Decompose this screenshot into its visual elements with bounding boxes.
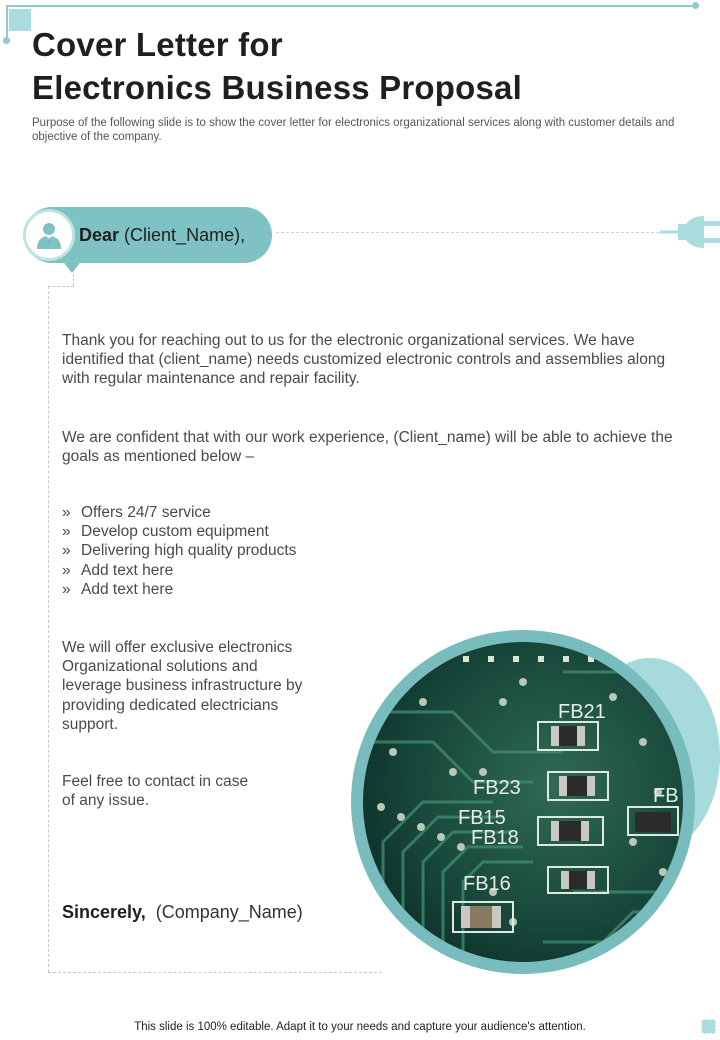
bullet-marker: » bbox=[62, 561, 71, 579]
frame-connector bbox=[73, 274, 74, 286]
sign-off: Sincerely, bbox=[62, 902, 146, 922]
goals-list bbox=[62, 503, 296, 599]
circuit-board-illustration bbox=[363, 642, 683, 962]
avatar bbox=[23, 209, 75, 261]
top-accent-line bbox=[6, 5, 696, 7]
company-name: (Company_Name) bbox=[155, 902, 303, 922]
list-item bbox=[62, 503, 296, 522]
top-accent-dot bbox=[692, 2, 699, 9]
letter-paragraph-4: Feel free to contact in case of any issue. bbox=[62, 773, 249, 810]
letter-paragraph-2: We are confident that with our work experience, (Client_name) will be able to achieve the goals as mentioned below – bbox=[62, 429, 673, 466]
silkscreen-label: FB23 bbox=[473, 777, 521, 799]
list-item bbox=[62, 541, 296, 560]
title-line-2: Electronics Business Proposal bbox=[32, 69, 522, 106]
greeting-client-name: (Client_Name), bbox=[124, 225, 246, 245]
silkscreen-label: FB15 bbox=[458, 807, 506, 829]
list-item bbox=[62, 580, 296, 599]
signature-line bbox=[62, 902, 303, 923]
bullet-marker: » bbox=[62, 580, 71, 598]
footer-square bbox=[701, 1019, 716, 1034]
greeting-pill-tail bbox=[61, 259, 83, 273]
letter-paragraph-1: Thank you for reaching out to us for the electronic organizational services. We have identified that (client_name) needs customized electronic controls and assemblies along with regular maintenance and repair facility. bbox=[62, 332, 666, 388]
left-accent-dot bbox=[3, 37, 10, 44]
list-item-text: Add text here bbox=[81, 561, 174, 579]
greeting-connector-line bbox=[276, 232, 664, 233]
frame-top bbox=[48, 286, 74, 287]
page-title bbox=[32, 23, 522, 109]
bullet-marker: » bbox=[62, 523, 71, 541]
plug-icon bbox=[660, 212, 720, 252]
page-subtitle: Purpose of the following slide is to show the cover letter for electronics organizational services along with customer details and objective of the company. bbox=[32, 117, 675, 143]
silkscreen-label: FB21 bbox=[558, 701, 606, 723]
list-item bbox=[62, 561, 296, 580]
left-accent-line bbox=[6, 5, 8, 39]
greeting-text bbox=[79, 225, 245, 246]
letter-paragraph-3: We will offer exclusive electronics Organizational solutions and leverage business infrastructure by providing dedicated electricians support. bbox=[62, 639, 303, 733]
bullet-marker: » bbox=[62, 542, 71, 560]
greeting-dear: Dear bbox=[79, 225, 120, 245]
list-item-text: Add text here bbox=[81, 580, 174, 598]
silkscreen-label: FB bbox=[653, 785, 679, 807]
list-item bbox=[62, 522, 296, 541]
title-line-1: Cover Letter for bbox=[32, 26, 283, 63]
footer-note: This slide is 100% editable. Adapt it to your needs and capture your audience's attention. bbox=[134, 1021, 586, 1033]
circuit-board-photo bbox=[363, 642, 683, 962]
list-item-text: Delivering high quality products bbox=[81, 542, 297, 560]
person-icon bbox=[35, 220, 63, 250]
bullet-marker: » bbox=[62, 504, 71, 521]
frame-bottom bbox=[48, 972, 382, 973]
list-item-text: Offers 24/7 service bbox=[81, 504, 211, 521]
list-item-text: Develop custom equipment bbox=[81, 523, 269, 541]
silkscreen-label: FB18 bbox=[471, 827, 519, 849]
silkscreen-label: FB16 bbox=[463, 873, 511, 895]
frame-left bbox=[48, 286, 49, 972]
corner-square bbox=[9, 9, 31, 31]
